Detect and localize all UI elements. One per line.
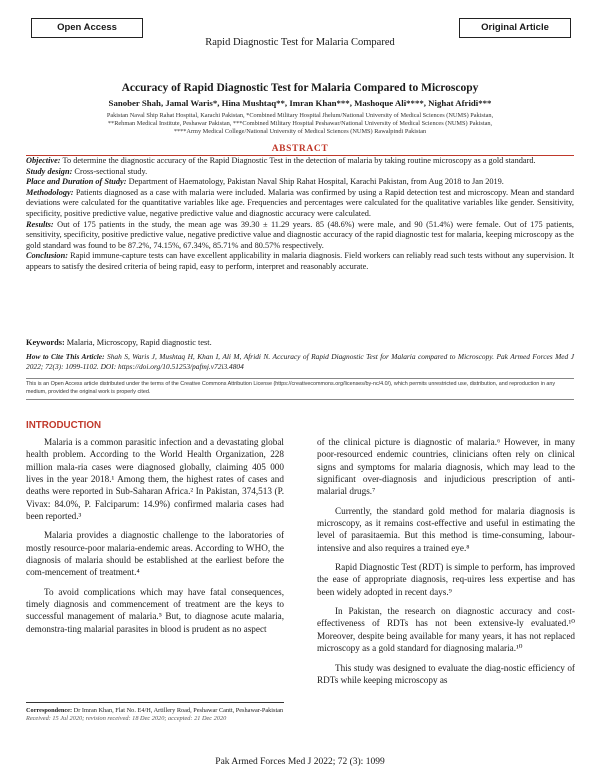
abstract-conclusion: Conclusion: Rapid immune-capture tests can have excellent applicability in malaria diagnosis. Field workers can reliably read such tests without any supervision. It appears to satisfy the desired criteria of being rapid, easy to perform, interpret and reasonably accurate.: [26, 251, 574, 271]
abstract-body: [26, 156, 574, 273]
left-column: [26, 436, 284, 642]
body-paragraph: To avoid complications which may have fatal consequences, timely diagnosis and commencement of treatment are the keys to successful management of malaria.⁵ But, to diagnose acute malaria, demonstra-ting malarial parasites in blood is prudent as no aspect: [26, 586, 284, 634]
article-type-label: Original Article: [459, 18, 571, 38]
citation-block: How to Cite This Article: Shah S, Waris J, Mushtaq H, Khan I, Ali M, Afridi N. Accuracy of Rapid Diagnostic Test for Malaria compared to Microscopy. Pak Armed Forces Med J 2022; 72(3): 1099-1102. DOI: https://doi.org/10.51253/pafmj.v72i3.4804: [26, 352, 574, 371]
abstract-results: Results: Out of 175 patients in the study, the mean age was 39.30 ± 11.29 years. 85 (48.6%) were male, and 90 (51.4%) were female. Out of 175 patients, sensitivity, specificity, positive predictive value, negative predictive value and diagnostic accuracy of the rapid diagnostic test for malaria, keeping microscopy as the gold standard was found to be 87.2%, 74.15%, 67.34%, 85.71% and 80.57% respectively.: [26, 219, 574, 250]
right-column: [317, 436, 575, 693]
body-paragraph: This study was designed to evaluate the diag-nostic efficiency of RDTs while keeping microscopy as: [317, 662, 575, 685]
affiliation-line: **Rehman Medical Institute, Peshawar Pakistan, ***Combined Military Hospital Peshawar/National University of Medical Sciences (NUMS) Pakistan,: [107, 120, 493, 127]
abstract-objective: Objective: To determine the diagnostic accuracy of the Rapid Diagnostic Test in the detection of malaria by taking routine microscopy as a gold standard.: [26, 156, 536, 165]
abstract-methodology: Methodology: Patients diagnosed as a case with malaria were included. Malaria was confirmed by using a Rapid detection test and microscopy. Mean and standard deviations were calculated for the quantitative variables like age. Frequencies and percentages were calculated for the qualitative variables like gender. Sensitivity, specificity, positive predictive value, negative predictive value and diagnostic accuracy were calculated.: [26, 187, 574, 218]
correspondence-note: Correspondence: Dr Imran Khan, Flat No. E4/H, Artillery Road, Peshawar Cantt, Peshawar-Pakistan Received: 15 Jul 2020; revision received: 18 Dec 2020; accepted: 21 Dec 2020: [26, 702, 284, 724]
body-paragraph: Currently, the standard gold method for malaria diagnosis is microscopy, as it remains cost-effective and useful in estimating the level of parasitaemia. But this method is time-consuming, labour-intensive and also requires a trained eye.⁸: [317, 505, 575, 553]
introduction-heading: INTRODUCTION: [26, 420, 102, 431]
license-notice: This is an Open Access article distributed under the terms of the Creative Commons Attribution License (https://creativecommons.org/licenses/by-nc/4.0/), which permits unrestricted use, distribution, and reproduction in any medium, provided the original work is properly cited.: [26, 378, 574, 400]
body-paragraph: In Pakistan, the research on diagnostic accuracy and cost-effectiveness of RDTs has not been extensive-ly evaluated.¹⁰ Moreover, despite being available for many years, it has not replaced microscopy as a gold standard for diagnosing malaria.¹⁰: [317, 606, 575, 654]
body-paragraph: Malaria provides a diagnostic challenge to the laboratories of mostly resource-poor malaria-endemic areas. According to WHO, the diagnosis of malaria should be established at the earliest before the com-mencement of treatment.⁴: [26, 530, 284, 578]
page-footer: Pak Armed Forces Med J 2022; 72 (3): 1099: [215, 757, 385, 767]
citation-doi-text[interactable]: Shah S, Waris J, Mushtaq H, Khan I, Ali M, Afridi N. Accuracy of Rapid Diagnostic Test for Malaria compared to Microscopy. Pak Armed Forces Med J 2022; 72(3): 1099-1102. DOI: https://doi.org/10.51253/pafmj.v72i3.4804: [26, 352, 574, 371]
abstract-design: Study design: Cross-sectional study.: [26, 166, 148, 176]
affiliation-line: ****Army Medical College/National University of Medical Sciences (NUMS) Rawalpindi Pakistan: [173, 128, 427, 135]
abstract-heading: ABSTRACT: [271, 144, 329, 154]
affiliation-line: Pakistan Naval Ship Rahat Hospital, Karachi Pakistan, *Combined Military Hospital Jhelum/National University of Medical Sciences (NUMS) Pakistan,: [106, 112, 494, 119]
running-head: Rapid Diagnostic Test for Malaria Compared: [205, 37, 395, 48]
body-paragraph: Rapid Diagnostic Test (RDT) is simple to perform, has improved the ease of appropriate diagnosis, req-uires less expertise and has been widely adopted in recent days.⁹: [317, 562, 575, 597]
abstract-place: Place and Duration of Study: Department of Haematology, Pakistan Naval Ship Rahat Hospital, Karachi Pakistan, from Aug 2018 to Jan 2019.: [26, 177, 504, 187]
received-dates: Received: 15 Jul 2020; revision received: 18 Dec 2020; accepted: 21 Dec 2020: [26, 715, 227, 723]
keywords: Keywords: Malaria, Microscopy, Rapid diagnostic test.: [26, 338, 212, 347]
body-paragraph: of the clinical picture is diagnostic of malaria.⁶ However, in many poor-resourced endemic countries, clinicians often rely on clinical signs and symptoms for malaria diagnosis, which may lead to the significant over-diagnosis and injudicious prescription of anti-malarial drugs.⁷: [317, 437, 575, 497]
body-paragraph: Malaria is a common parasitic infection and a devastating global health problem. According to the World Health Organization, 228 million mala-ria cases were diagnosed globally, claiming 405 000 lives in the year 2018.¹ Among them, the highest rates of cases and deaths were reported in Sub-Saharan Africa.² In Pakistan, 374,513 (P. Vivax: 84.0%, P. Falciparum: 14.9%) confirmed malaria cases had been reported.³: [26, 437, 284, 522]
author-list: Sanober Shah, Jamal Waris*, Hina Mushtaq**, Imran Khan***, Mashoque Ali****, Nighat Afridi***: [108, 98, 492, 108]
article-title: Accuracy of Rapid Diagnostic Test for Malaria Compared to Microscopy: [121, 82, 479, 94]
open-access-label: Open Access: [31, 18, 143, 38]
